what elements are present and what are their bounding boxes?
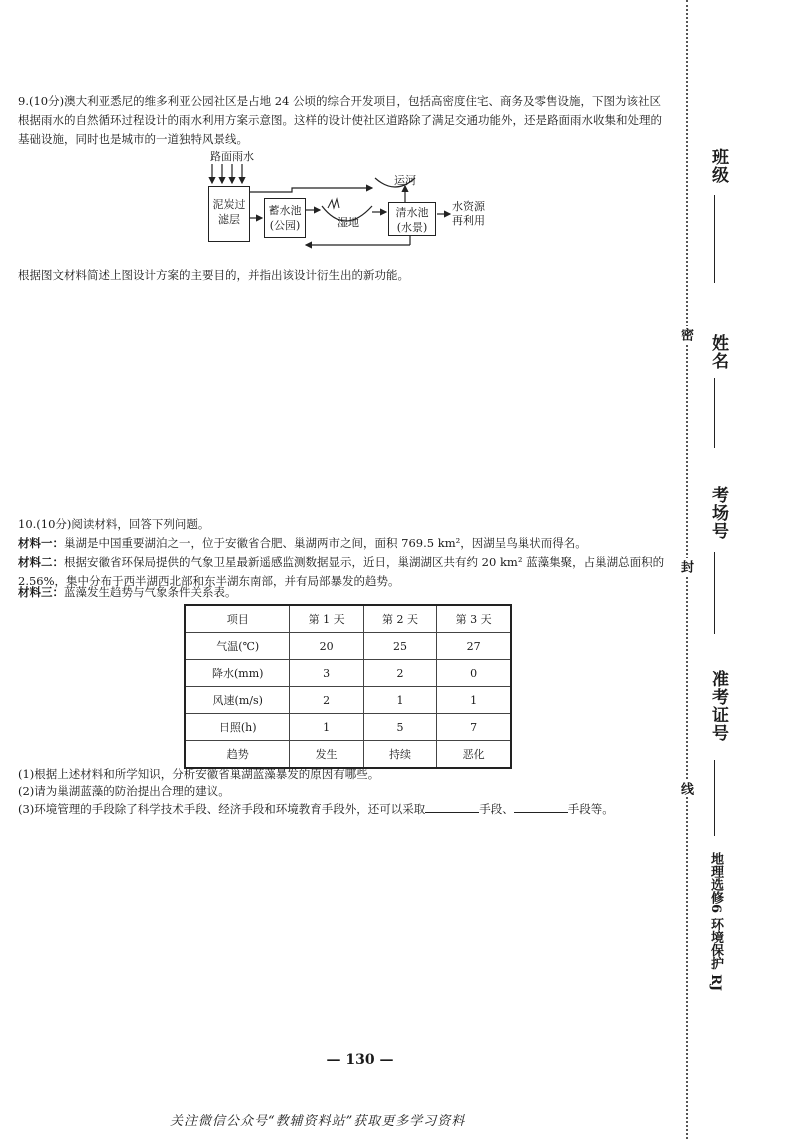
water-reuse-label-2: 再利用 [452, 214, 485, 227]
class-field-label: 班级 [708, 148, 728, 184]
table-row [185, 714, 511, 741]
water-reuse-label-1: 水资源 [452, 200, 485, 213]
clear-pool-box [388, 202, 436, 236]
sub-question-3-end: 手段等。 [567, 802, 614, 816]
exam-room-field-label: 考场号 [708, 486, 728, 540]
table-cell: 5 [363, 714, 436, 741]
table-cell: 风速(m/s) [185, 687, 290, 714]
wetland-label: 湿地 [337, 216, 359, 229]
table-cell: 恶化 [437, 741, 511, 769]
storage-pond-box [264, 198, 306, 238]
storage-pond-label-1: 蓄水池 [268, 204, 302, 217]
table-header-cell: 第 3 天 [437, 605, 511, 633]
answer-blank-2[interactable] [514, 800, 568, 813]
material-1-text: 巢湖是中国重要湖泊之一，位于安徽省合肥、巢湖两市之间，面积 769.5 km²，因湖呈鸟巢状而得名。 [64, 536, 587, 550]
table-cell: 2 [363, 660, 436, 687]
seal-mark-3: 线 [678, 782, 693, 795]
question-9-stem: 9.(10分)澳大利亚悉尼的维多利亚公园社区是占地 24 公顷的综合开发项目，包括高密度住宅、商务及零售设施，下图为该社区根据雨水的自然循环过程设计的雨水利用方案示意图。这样的设计使社区道路除了满足交通功能外，还是路面雨水收集和处理的基础设施，同时也是城市的一道独特风景线。 [18, 94, 662, 146]
table-header-row [185, 605, 511, 633]
canal-label: 运河 [394, 174, 416, 187]
question-10-stem: 10.(10分)阅读材料，回答下列问题。 [18, 517, 210, 531]
table-cell: 20 [290, 633, 363, 660]
clear-pool-label-2: (水景) [396, 221, 428, 234]
table-cell: 1 [437, 687, 511, 714]
table-cell: 27 [437, 633, 511, 660]
material-1-label: 材料一： [18, 536, 64, 550]
table-header-cell: 第 2 天 [363, 605, 436, 633]
table-cell: 气温(℃) [185, 633, 290, 660]
sub-question-2: (2)请为巢湖蓝藻的防治提出合理的建议。 [18, 784, 230, 798]
sub-question-3-mid: 手段、 [479, 802, 514, 816]
material-3 [18, 583, 237, 602]
algae-weather-table [184, 604, 512, 769]
table-cell: 日照(h) [185, 714, 290, 741]
table-cell: 持续 [363, 741, 436, 769]
page-number: — 130 — [326, 1052, 394, 1068]
admission-number-field-line[interactable] [714, 760, 715, 836]
peat-filter-label-1: 泥炭过 [212, 198, 246, 211]
table-cell: 3 [290, 660, 363, 687]
question-9-prompt: 根据图文材料简述上图设计方案的主要目的，并指出该设计衍生出的新功能。 [18, 268, 409, 282]
table-cell: 2 [290, 687, 363, 714]
table-cell: 1 [290, 714, 363, 741]
table-row [185, 633, 511, 660]
water-reuse-label [452, 200, 485, 228]
table-cell: 0 [437, 660, 511, 687]
exam-room-field-line[interactable] [714, 552, 715, 634]
name-field-label: 姓名 [708, 334, 728, 370]
material-1 [18, 534, 678, 553]
table-cell: 1 [363, 687, 436, 714]
seal-mark-2: 封 [678, 560, 693, 573]
table-cell: 7 [437, 714, 511, 741]
spine-book-title: 地理选修6 环境保护 RJ [708, 852, 723, 992]
table-row [185, 687, 511, 714]
table-row [185, 741, 511, 769]
table-header-cell: 项目 [185, 605, 290, 633]
footer-note: 关注微信公众号“教辅资料站”获取更多学习资料 [170, 1114, 466, 1129]
sub-question-3 [18, 800, 614, 818]
material-2-label: 材料二： [18, 555, 64, 569]
answer-blank-1[interactable] [425, 800, 479, 813]
material-3-text: 蓝藻发生趋势与气象条件关系表。 [64, 585, 237, 599]
material-2-text: 根据安徽省环保局提供的气象卫星最新遥感监测数据显示，近日，巢湖湖区共有约 20 km² 蓝藻集聚，占巢湖总面积的 2.56%，集中分布于西半湖西北部和东半湖东南部，并有局部暴发的趋势。 [18, 555, 665, 588]
table-cell: 降水(mm) [185, 660, 290, 687]
sub-question-3-text: (3)环境管理的手段除了科学技术手段、经济手段和环境教育手段外，还可以采取 [18, 802, 426, 816]
class-field-line[interactable] [714, 195, 715, 283]
name-field-line[interactable] [714, 378, 715, 448]
table-header-cell: 第 1 天 [290, 605, 363, 633]
sub-question-1: (1)根据上述材料和所学知识，分析安徽省巢湖蓝藻暴发的原因有哪些。 [18, 767, 380, 781]
seal-mark-1: 密 [678, 328, 693, 341]
table-cell: 趋势 [185, 741, 290, 769]
rainwater-diagram [200, 148, 500, 258]
rain-label: 路面雨水 [210, 150, 254, 163]
storage-pond-label-2: (公园) [269, 219, 301, 232]
admission-number-field-label: 准考证号 [708, 670, 728, 742]
clear-pool-label-1: 清水池 [395, 206, 429, 219]
material-3-label: 材料三： [18, 585, 64, 599]
peat-filter-box [208, 186, 250, 242]
table-row [185, 660, 511, 687]
table-cell: 发生 [290, 741, 363, 769]
table-cell: 25 [363, 633, 436, 660]
peat-filter-label-2: 滤层 [218, 213, 240, 226]
